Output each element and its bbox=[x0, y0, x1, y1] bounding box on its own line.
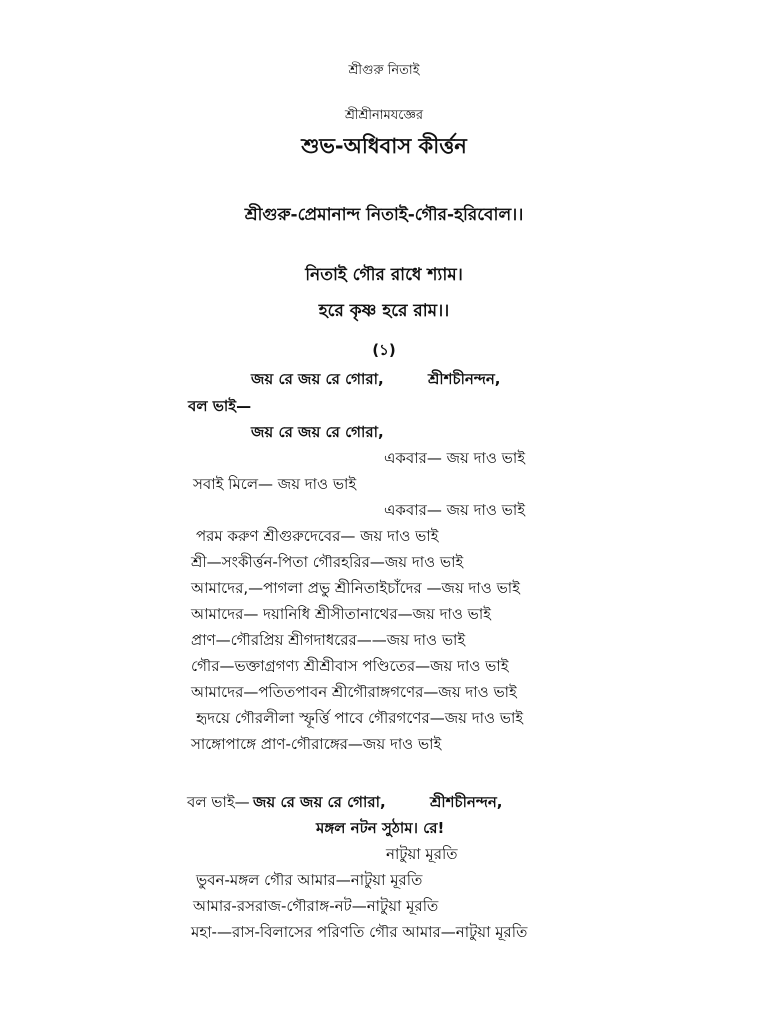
subtitle: শ্রীশ্রীনামযজ্ঞের bbox=[344, 108, 424, 123]
verse-line: পরম করুণ শ্রীগুরুদেবের— জয় দাও ভাই bbox=[196, 527, 439, 545]
verse-line: হৃদয়ে গৌরলীলা স্ফূর্ত্তি পাবে গৌরগণের—জয় দাও ভাই bbox=[196, 709, 524, 727]
refrain-line: জয় রে জয় রে গোরা, bbox=[253, 793, 386, 811]
verse-line: আমাদের—পতিতপাবন শ্রীগৌরাঙ্গগণের—জয় দাও ভাই bbox=[191, 683, 517, 701]
verse-line: একবার— জয় দাও ভাই bbox=[384, 449, 526, 467]
verse-line: নাটুয়া মূরতি bbox=[386, 845, 458, 863]
bol-bhai-label: বল ভাই— bbox=[188, 397, 252, 415]
verse-line: ভুবন-মঙ্গল গৌর আমার—নাটুয়া মূরতি bbox=[196, 871, 423, 889]
section-number: (১) bbox=[372, 341, 396, 359]
verse-line: সবাই মিলে— জয় দাও ভাই bbox=[193, 475, 357, 493]
verse-line: গৌর—ভক্তাগ্রগণ্য শ্রীশ্রীবাস পণ্ডিতের—জয় দাও ভাই bbox=[191, 657, 509, 675]
verse-line: আমার-রসরাজ-গৌরাঙ্গ-নট—নাটুয়া মূরতি bbox=[193, 897, 439, 915]
page-title: শুভ-অধিবাস কীর্ত্তন bbox=[301, 134, 467, 158]
verse-line: সাঙ্গোপাঙ্গে প্রাণ-গৌরাঙ্গের—জয় দাও ভাই bbox=[191, 735, 442, 753]
refrain-right: শ্রীশচীনন্দন, bbox=[428, 370, 501, 388]
refrain-line: জয় রে জয় রে গোরা, bbox=[251, 423, 384, 441]
invocation-heading: শ্রীগুরু নিতাই bbox=[348, 63, 420, 78]
salutation-line: শ্রীগুরু-প্রেমানান্দ নিতাই-গৌর-হরিবোল।। bbox=[244, 205, 524, 225]
verse-line: আমাদের— দয়ানিধি শ্রীসীতানাথের—জয় দাও ভাই bbox=[191, 605, 491, 623]
refrain-right: শ্রীশচীনন্দন, bbox=[430, 793, 503, 811]
refrain-line: জয় রে জয় রে গোরা, bbox=[251, 370, 384, 388]
verse-line: আমাদের,—পাগলা প্রভু শ্রীনিতাইচাঁদের —জয় দাও ভাই bbox=[191, 579, 520, 597]
verse-line: মহা-—রাস-বিলাসের পরিণতি গৌর আমার—নাটুয়া মূরতি bbox=[191, 923, 528, 941]
verse-line: একবার— জয় দাও ভাই bbox=[384, 501, 526, 519]
mangal-line: মঙ্গল নটন সুঠাম। রে! bbox=[316, 819, 445, 837]
bol-bhai-label: বল ভাই— bbox=[187, 793, 250, 811]
verse-line: শ্রী—সংকীর্ত্তন-পিতা গৌরহরির—জয় দাও ভাই bbox=[191, 553, 464, 571]
verse-line: প্রাণ—গৌরপ্রিয় শ্রীগদাধরের——জয় দাও ভাই bbox=[191, 631, 466, 649]
mantra-line-2: হরে কৃষ্ণ হরে রাম।। bbox=[318, 301, 450, 321]
mantra-line-1: নিতাই গৌর রাধে শ্যাম। bbox=[305, 265, 463, 285]
